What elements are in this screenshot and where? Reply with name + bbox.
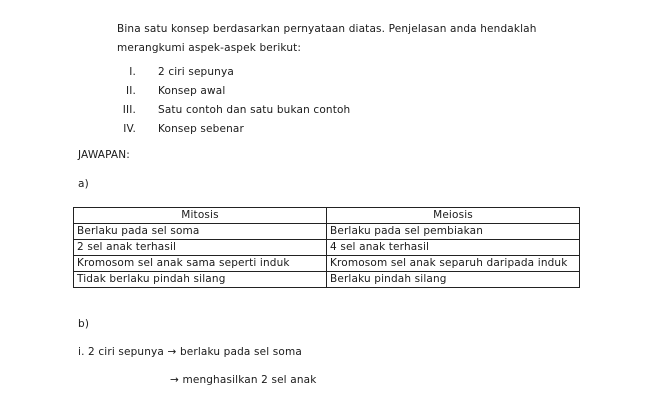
table-header-row (74, 208, 580, 224)
part-b-line-2 (170, 374, 316, 386)
aspect-text: 2 ciri sepunya (158, 66, 234, 78)
table-cell: Berlaku pindah silang (327, 272, 580, 288)
table-cell: 4 sel anak terhasil (327, 240, 580, 256)
part-b-label: b) (78, 318, 90, 330)
table-cell: Berlaku pada sel soma (74, 224, 327, 240)
part-b-prefix: i. 2 ciri sepunya (78, 346, 164, 358)
instruction-line-1: Bina satu konsep berdasarkan pernyataan diatas. Penjelasan anda hendaklah (117, 23, 537, 35)
aspect-numeral: III. (122, 104, 136, 116)
aspect-numeral: IV. (123, 123, 136, 135)
part-a-label: a) (78, 178, 89, 190)
aspect-text: Konsep awal (158, 85, 226, 97)
table-cell: 2 sel anak terhasil (74, 240, 327, 256)
comparison-table (73, 207, 580, 288)
right-arrow-icon: → (167, 346, 177, 358)
table-cell: Berlaku pada sel pembiakan (327, 224, 580, 240)
table-row (74, 272, 580, 288)
aspect-text: Satu contoh dan satu bukan contoh (158, 104, 351, 116)
part-b-line-1-text: berlaku pada sel soma (179, 346, 302, 358)
table-cell: Kromosom sel anak separuh daripada induk (327, 256, 580, 272)
part-b-line-1 (78, 346, 302, 358)
table-row (74, 224, 580, 240)
aspect-text: Konsep sebenar (158, 123, 244, 135)
aspect-numeral: I. (129, 66, 136, 78)
table-cell: Tidak berlaku pindah silang (74, 272, 327, 288)
table-row (74, 256, 580, 272)
aspect-numeral: II. (126, 85, 136, 97)
instruction-line-2: merangkumi aspek-aspek berikut: (117, 42, 302, 54)
part-b-line-2-text: menghasilkan 2 sel anak (182, 374, 317, 386)
header-mitosis: Mitosis (74, 208, 327, 224)
answer-heading: JAWAPAN: (78, 149, 130, 161)
right-arrow-icon: → (170, 374, 179, 386)
table-cell: Kromosom sel anak sama seperti induk (74, 256, 327, 272)
header-meiosis: Meiosis (327, 208, 580, 224)
table-row (74, 240, 580, 256)
